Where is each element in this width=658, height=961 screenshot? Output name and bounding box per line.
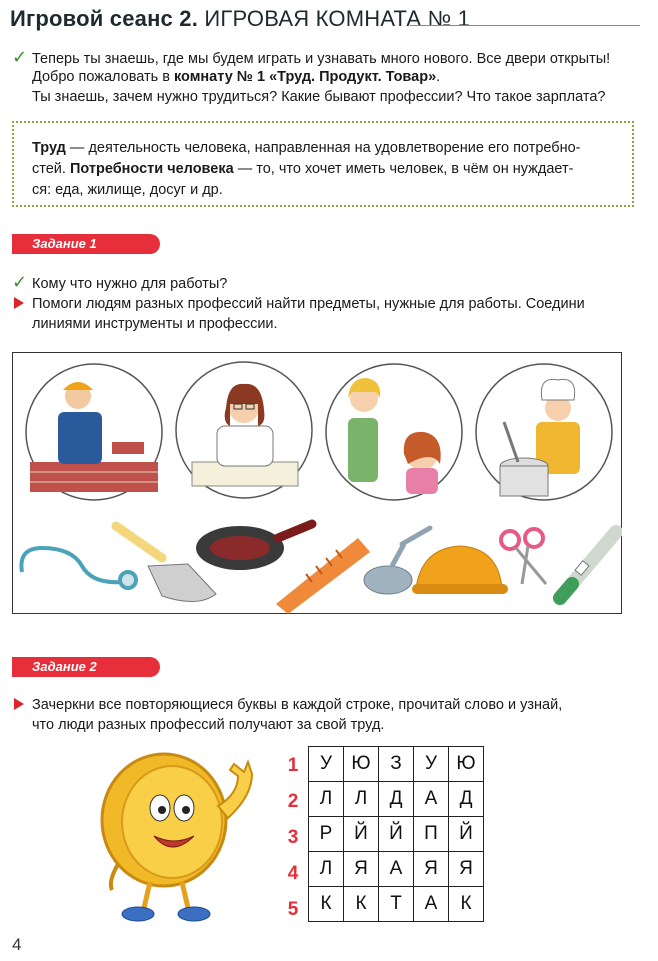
bullet-arrow-icon <box>14 297 24 309</box>
letter-cell[interactable]: Л <box>309 852 344 887</box>
letter-cell[interactable]: К <box>449 887 484 922</box>
row-number-1: 1 <box>287 755 299 776</box>
letter-cell[interactable]: З <box>379 747 414 782</box>
letter-cell[interactable]: Й <box>379 817 414 852</box>
letter-cell[interactable]: Я <box>449 852 484 887</box>
letter-cell[interactable]: А <box>379 852 414 887</box>
intro-line-2: Добро пожаловать в комнату № 1 «Труд. Продукт. Товар». <box>32 69 441 85</box>
letter-cell[interactable]: Д <box>379 782 414 817</box>
letter-grid-row <box>309 782 484 817</box>
intro-line-3: Ты знаешь, зачем нужно трудиться? Какие бывают профессии? Что такое зарплата? <box>32 89 606 105</box>
stethoscope-icon <box>21 548 136 588</box>
definition-text: Труд — деятельность человека, направленная на удовлетворение его потребно- стей. Потребности человека — то, что хочет иметь человек, в чём он нуждает- ся: еда, жилище, досуг и др. <box>32 140 581 198</box>
task-2-instruction: Зачеркни все повторяющиеся буквы в каждой строке, прочитай слово и узнай, <box>14 696 562 715</box>
letter-cell[interactable]: Й <box>449 817 484 852</box>
professions-tools-illustration <box>12 352 622 614</box>
letter-grid-row <box>309 887 484 922</box>
coin-mascot-illustration <box>88 752 258 924</box>
letter-cell[interactable]: Л <box>309 782 344 817</box>
letter-cell[interactable]: К <box>309 887 344 922</box>
bullet-arrow-icon <box>14 698 24 710</box>
task-1-question: ✓ Кому что нужно для работы? <box>12 272 228 292</box>
letter-cell[interactable]: Л <box>344 782 379 817</box>
task-1-instruction-cont: линиями инструменты и профессии. <box>32 316 278 332</box>
title-rule <box>410 25 640 26</box>
task-2-badge: Задание 2 <box>12 657 160 677</box>
hairdresser-portrait <box>326 364 462 500</box>
row-number-5: 5 <box>287 899 299 920</box>
frying-pan-icon <box>196 524 312 570</box>
letter-cell[interactable]: Я <box>414 852 449 887</box>
letter-grid-row <box>309 817 484 852</box>
letter-grid-row <box>309 747 484 782</box>
hard-hat-icon <box>412 546 508 594</box>
letter-cell[interactable]: Й <box>344 817 379 852</box>
letter-cell[interactable]: Р <box>309 817 344 852</box>
letter-cell[interactable]: Ю <box>344 747 379 782</box>
letter-cell[interactable]: Т <box>379 887 414 922</box>
checkmark-icon: ✓ <box>12 272 28 292</box>
letter-cell[interactable]: А <box>414 782 449 817</box>
letter-cell[interactable]: А <box>414 887 449 922</box>
letter-cell[interactable]: К <box>344 887 379 922</box>
letter-cell[interactable]: У <box>414 747 449 782</box>
comb-icon <box>276 538 370 614</box>
intro-line-1: ✓ Теперь ты знаешь, где мы будем играть и узнавать много нового. Все двери открыты! <box>12 47 611 67</box>
page-title: Игровой сеанс 2. ИГРОВАЯ КОМНАТА № 1 <box>10 6 471 31</box>
scissors-icon <box>501 529 546 584</box>
row-number-2: 2 <box>287 791 299 812</box>
letter-cell[interactable]: Я <box>344 852 379 887</box>
task-2-instruction-cont: что люди разных профессий получают за свой труд. <box>32 717 385 733</box>
letter-cell[interactable]: У <box>309 747 344 782</box>
letter-cell[interactable]: П <box>414 817 449 852</box>
checkmark-icon: ✓ <box>12 47 28 67</box>
thermometer-icon <box>560 532 616 598</box>
builder-portrait <box>26 364 162 500</box>
task-1-badge: Задание 1 <box>12 234 160 254</box>
row-number-3: 3 <box>287 827 299 848</box>
letter-grid-row <box>309 852 484 887</box>
letter-cell[interactable]: Д <box>449 782 484 817</box>
page-number: 4 <box>12 935 22 954</box>
doctor-portrait <box>176 362 312 498</box>
trowel-icon <box>116 526 216 602</box>
cook-portrait <box>476 364 612 500</box>
letter-cell[interactable]: Ю <box>449 747 484 782</box>
row-number-4: 4 <box>287 863 299 884</box>
letter-grid <box>308 746 484 922</box>
task-1-instruction: Помоги людям разных профессий найти предметы, нужные для работы. Соедини <box>14 295 585 314</box>
